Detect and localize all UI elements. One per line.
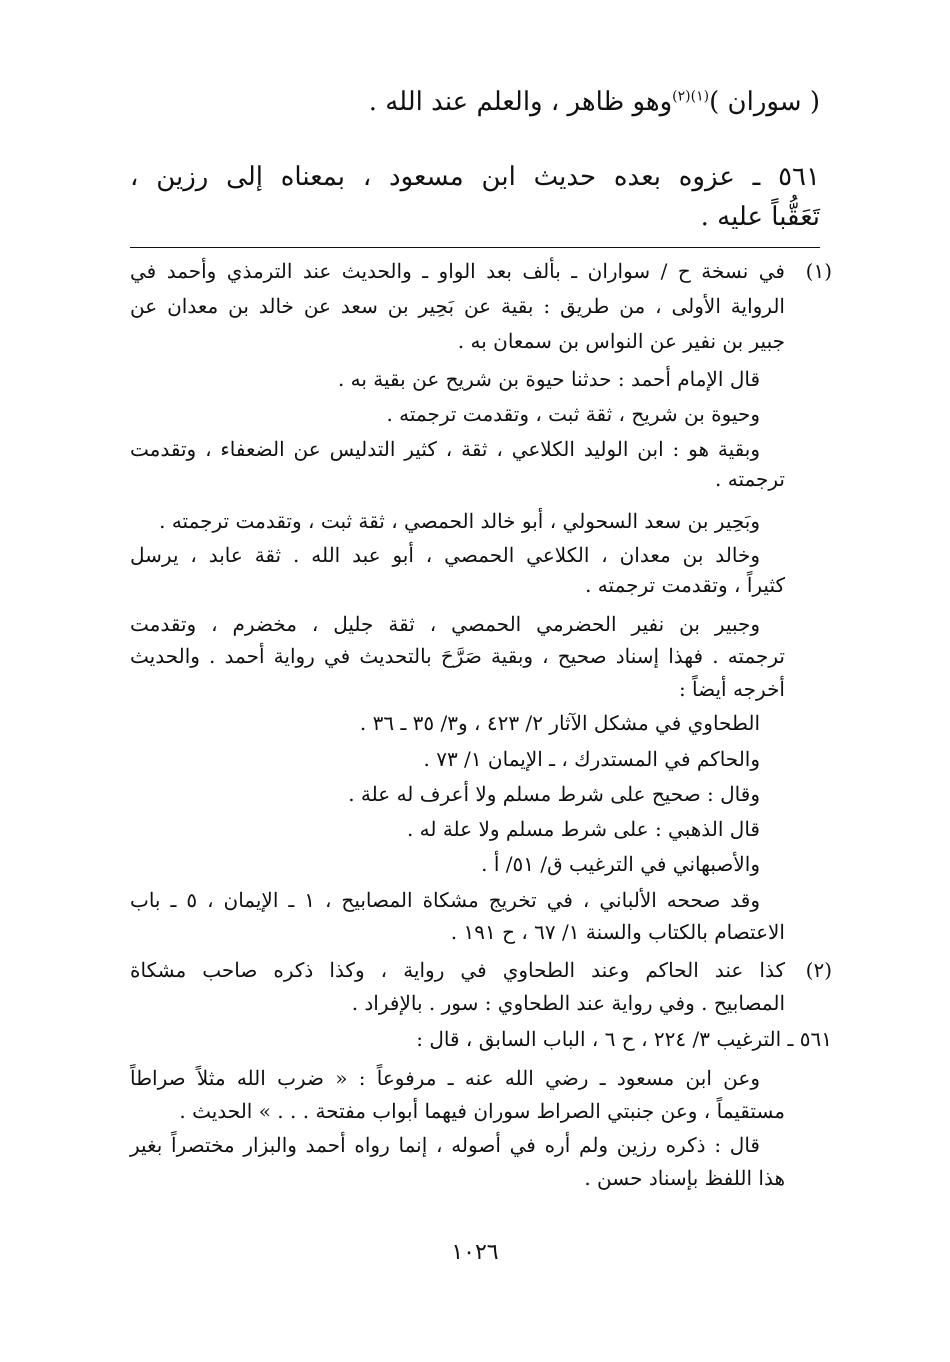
footnote-1-line: الطحاوي في مشكل الآثار ٢/ ٤٢٣ ، و٣/ ٣٥ ـ ٣٦ . xyxy=(359,711,760,735)
footnote-1-line: ترجمته . فهذا إسناد صحيح ، وبقية صَرَّحَ بالتحديث في رواية أحمد . والحديث xyxy=(130,644,785,668)
footnote-1-line: وجبير بن نفير الحضرمي الحمصي ، ثقة جليل ، مخضرم ، وتقدمت xyxy=(130,612,760,636)
footnote-561-line: ٥٦١ ـ الترغيب ٣/ ٢٢٤ ، ح ٦ ، الباب السابق ، قال : xyxy=(416,1027,832,1051)
footnote-1-line: في نسخة ح / سواران ـ بألف بعد الواو ـ والحديث عند الترمذي وأحمد في xyxy=(130,259,785,283)
footnote-1-line: وحيوة بن شريح ، ثقة ثبت ، وتقدمت ترجمته . xyxy=(386,402,760,426)
footnote-2-label: (٢) xyxy=(805,958,832,982)
entry-561-line-2: تَعَقُّباً عليه . xyxy=(700,202,820,232)
main-text-rest: وهو ظاهر ، والعلم عند الله . xyxy=(368,87,673,117)
footnote-1-line: وبَحِير بن سعد السحولي ، أبو خالد الحمصي ، ثقة ثبت ، وتقدمت ترجمته . xyxy=(159,509,760,533)
footnote-1-line: والأصبهاني في الترغيب ق/ ٥١/ أ . xyxy=(481,852,760,876)
footnote-1-line: جبير بن نفير عن النواس بن سمعان به . xyxy=(457,329,785,353)
footnote-1-label: (١) xyxy=(805,259,832,283)
footnote-1-line: أخرجه أيضاً : xyxy=(678,677,785,701)
footnote-1-line: كثيراً ، وتقدمت ترجمته . xyxy=(585,573,785,597)
footnote-561-line: قال : ذكره رزين ولم أره في أصوله ، إنما رواه أحمد والبزار مختصراً بغير xyxy=(130,1133,760,1157)
footnote-1-line: قال الإمام أحمد : حدثنا حيوة بن شريح عن بقية به . xyxy=(337,367,760,391)
main-text-line-1 xyxy=(369,82,820,122)
footnote-1-line: ترجمته . xyxy=(715,467,785,491)
footnote-1-line: وخالد بن معدان ، الكلاعي الحمصي ، أبو عبد الله . ثقة عابد ، يرسل xyxy=(130,543,760,567)
page-number: ١٠٢٦ xyxy=(451,1240,499,1265)
footnote-1-line: الاعتصام بالكتاب والسنة ١/ ٦٧ ، ح ١٩١ . xyxy=(450,920,785,944)
footnote-2-line: المصابيح . وفي رواية عند الطحاوي : سور . بالإفراد . xyxy=(351,991,785,1015)
main-text-word: ( سوران ) xyxy=(709,87,820,117)
entry-561-line-1: ٥٦١ ـ عزوه بعده حديث ابن مسعود ، بمعناه إلى رزين ، xyxy=(130,162,820,192)
footnote-561-line: هذا اللفظ بإسناد حسن . xyxy=(584,1166,785,1190)
footnote-1-line: وقال : صحيح على شرط مسلم ولا أعرف له علة . xyxy=(348,782,760,806)
footnote-1-line: والحاكم في المستدرك ، ـ الإيمان ١/ ٧٣ . xyxy=(423,747,760,771)
footnote-separator xyxy=(130,247,820,248)
footnote-1-line: وبقية هو : ابن الوليد الكلاعي ، ثقة ، كثير التدليس عن الضعفاء ، وتقدمت xyxy=(130,437,760,461)
footnote-561-line: وعن ابن مسعود ـ رضي الله عنه ـ مرفوعاً : « ضرب الله مثلاً صراطاً xyxy=(130,1066,760,1090)
footnote-1-line: وقد صححه الألباني ، في تخريج مشكاة المصابيح ، ١ ـ الإيمان ، ٥ ـ باب xyxy=(130,888,761,912)
footnote-561-line: مستقيماً ، وعن جنبتي الصراط سوران فيهما أبواب مفتحة . . . » الحديث . xyxy=(179,1099,785,1123)
footnote-refs: (١)(٢) xyxy=(672,88,710,105)
footnote-1-line: الرواية الأولى ، من طريق : بقية عن بَحِير بن سعد عن خالد بن معدان عن xyxy=(130,294,785,318)
footnote-2-line: كذا عند الحاكم وعند الطحاوي في رواية ، وكذا ذكره صاحب مشكاة xyxy=(130,958,785,982)
footnote-1-line: قال الذهبي : على شرط مسلم ولا علة له . xyxy=(406,817,760,841)
